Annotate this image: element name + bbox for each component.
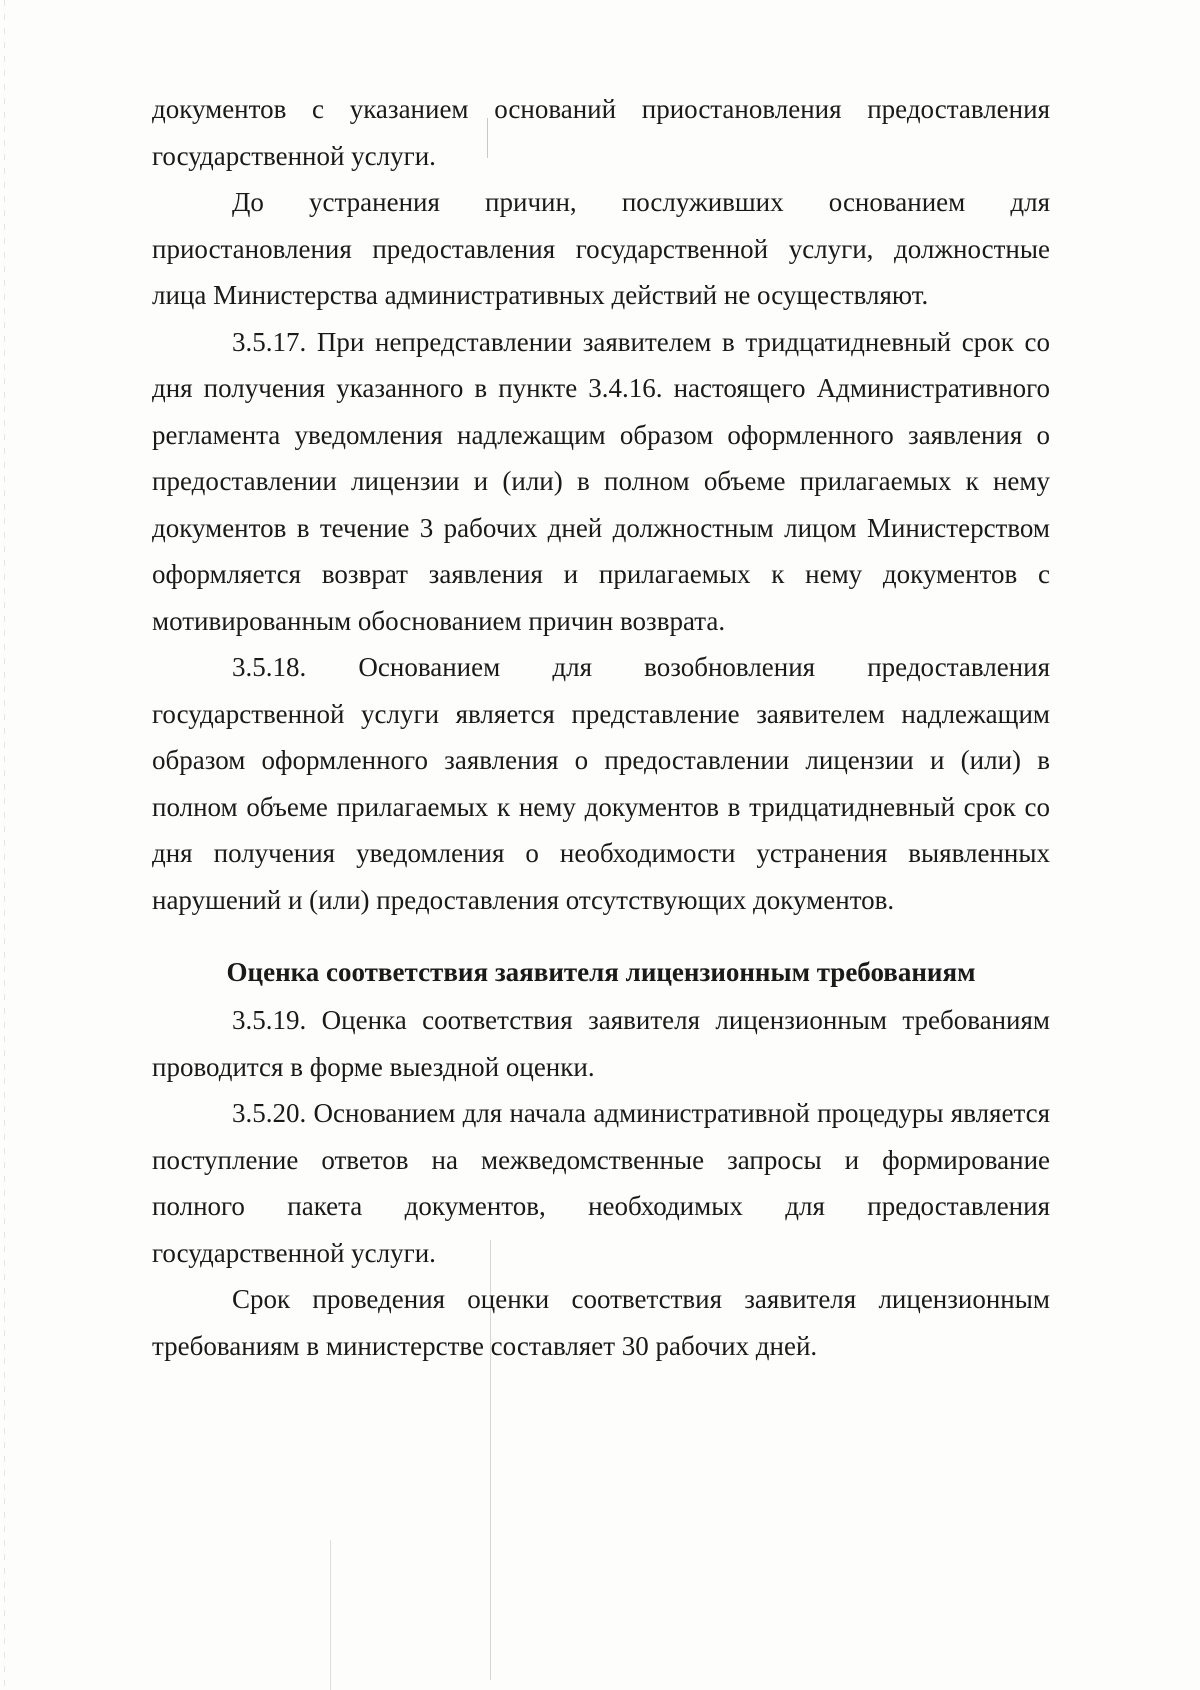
scan-edge-artifact <box>4 0 5 1690</box>
paragraph-continuation: документов с указанием оснований приостановления предоставления государственной услуги. <box>152 94 1050 171</box>
section-heading: Оценка соответствия заявителя лицензионным требованиям <box>226 957 976 987</box>
document-body <box>152 86 1050 1369</box>
paragraph-3-5-20: 3.5.20. Основанием для начала административной процедуры является поступление ответов на межведомственные запросы и формирование полного пакета документов, необходимых для предоставления государственной услуги. <box>152 1098 1050 1268</box>
paragraph-assessment-term: Срок проведения оценки соответствия заявителя лицензионным требованиям в министерстве составляет 30 рабочих дней. <box>152 1284 1050 1361</box>
scan-fold-line <box>330 1540 331 1690</box>
paragraph-suspension-note: До устранения причин, послуживших основанием для приостановления предоставления государственной услуги, должностные лица Министерства административных действий не осуществляют. <box>152 187 1050 310</box>
paragraph-3-5-17: 3.5.17. При непредставлении заявителем в тридцатидневный срок со дня получения указанного в пункте 3.4.16. настоящего Административного регламента уведомления надлежащим образом оформленного заявления о предоставлении лицензии и (или) в полном объеме прилагаемых к нему документов в течение 3 рабочих дней должностным лицом Министерством оформляется возврат заявления и прилагаемых к нему документов с мотивированным обоснованием причин возврата. <box>152 326 1050 636</box>
paragraph-3-5-18: 3.5.18. Основанием для возобновления предоставления государственной услуги является представление заявителем надлежащим образом оформленного заявления о предоставлении лицензии и (или) в полном объеме прилагаемых к нему документов в тридцатидневный срок со дня получения уведомления о необходимости устранения выявленных нарушений и (или) предоставления отсутствующих документов. <box>152 652 1050 915</box>
paragraph-3-5-19: 3.5.19. Оценка соответствия заявителя лицензионным требованиям проводится в форме выездной оценки. <box>152 1005 1050 1082</box>
